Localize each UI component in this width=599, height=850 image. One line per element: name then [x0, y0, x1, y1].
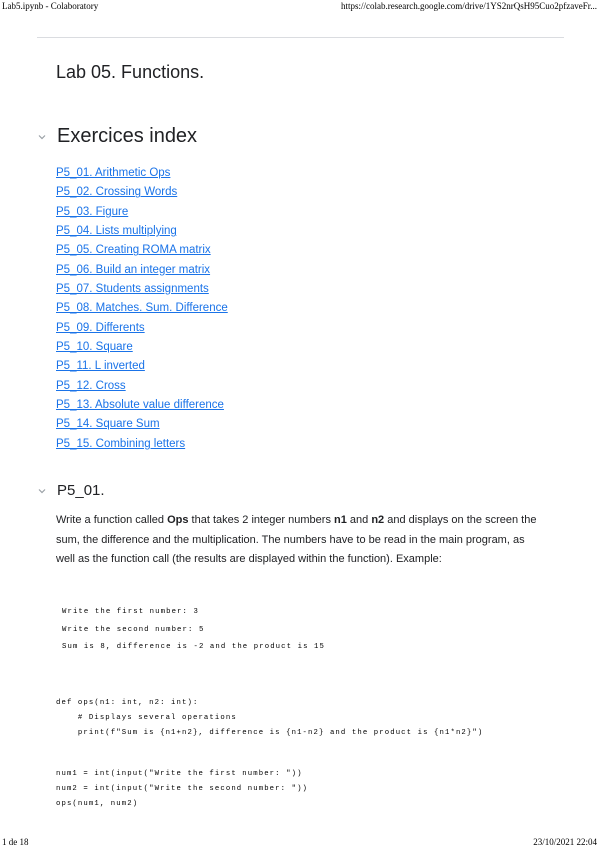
- description-text: and: [346, 514, 372, 526]
- p501-description: [56, 511, 546, 570]
- list-item: [56, 203, 228, 222]
- print-header-title: Lab5.ipynb - Colaboratory: [2, 1, 99, 11]
- example-line: Write the second number: 5: [62, 625, 205, 634]
- page-counter: 1 de 18: [2, 837, 29, 847]
- list-item: [56, 299, 228, 318]
- list-item: [56, 241, 228, 260]
- description-text: that takes 2 integer numbers: [188, 514, 335, 526]
- index-link[interactable]: P5_09. Differents: [56, 321, 145, 334]
- list-item: [56, 280, 228, 299]
- index-link[interactable]: P5_14. Square Sum: [56, 418, 160, 431]
- list-item: [56, 338, 228, 357]
- description-text: Write a function called: [56, 514, 168, 526]
- index-link[interactable]: P5_07. Students assignments: [56, 283, 209, 296]
- code-line: def ops(n1: int, n2: int):: [56, 699, 199, 707]
- description-text: and displays on the screen the sum, the difference and the multiplication. The numbers have to be read in the main program, as well as the function call (the results are displayed within the function). Example:: [56, 514, 537, 565]
- index-link[interactable]: P5_15. Combining letters: [56, 437, 186, 450]
- notebook-top-divider: [37, 37, 564, 38]
- code-line: # Displays several operations: [56, 713, 237, 722]
- list-item: [56, 435, 228, 454]
- index-link[interactable]: P5_03. Figure: [56, 205, 129, 218]
- param-n2-bold: n2: [371, 514, 385, 526]
- list-item: [56, 164, 228, 183]
- list-item: [56, 319, 228, 338]
- list-item: [56, 415, 228, 434]
- list-item: [56, 183, 228, 202]
- p501-section-title: P5_01.: [57, 482, 105, 499]
- index-link[interactable]: P5_11. L inverted: [56, 360, 145, 373]
- list-item: [56, 222, 228, 241]
- index-link[interactable]: P5_01. Arithmetic Ops: [56, 167, 171, 179]
- param-n1-bold: n1: [334, 514, 347, 526]
- index-link[interactable]: P5_08. Matches. Sum. Difference: [56, 302, 228, 315]
- code-cell-main[interactable]: [56, 767, 308, 811]
- example-line: Sum is 8, difference is -2 and the product is 15: [62, 643, 325, 651]
- index-section-header[interactable]: [37, 126, 337, 150]
- index-link[interactable]: P5_05. Creating ROMA matrix: [56, 244, 211, 257]
- print-header-url: https://colab.research.google.com/drive/1YS2nrQsH95Cuo2pfzaveFr...: [341, 1, 597, 11]
- notebook-title: Lab 05. Functions.: [56, 62, 205, 82]
- chevron-down-icon[interactable]: [37, 132, 47, 142]
- list-item: [56, 357, 228, 376]
- print-timestamp: 23/10/2021 22:04: [533, 837, 597, 847]
- index-link[interactable]: P5_04. Lists multiplying: [56, 225, 177, 238]
- index-link[interactable]: P5_12. Cross: [56, 379, 126, 392]
- exercise-index-list: [56, 164, 228, 454]
- code-cell-function-def[interactable]: [56, 696, 483, 740]
- code-line: print(f"Sum is {n1+n2}, difference is {n1-n2} and the product is {n1*n2}"): [56, 728, 484, 737]
- print-header: [0, 0, 599, 14]
- index-link[interactable]: P5_06. Build an integer matrix: [56, 263, 211, 276]
- code-line: num2 = int(input("Write the second number: ")): [56, 784, 309, 793]
- example-output-block: [62, 604, 325, 657]
- index-link[interactable]: P5_13. Absolute value difference: [56, 399, 224, 412]
- list-item: [56, 261, 228, 280]
- index-section-title: Exercices index: [57, 125, 198, 147]
- chevron-down-icon[interactable]: [37, 486, 47, 496]
- index-link[interactable]: P5_10. Square: [56, 341, 133, 354]
- code-line: ops(num1, num2): [56, 799, 139, 808]
- list-item: [56, 396, 228, 415]
- example-line: Write the first number: 3: [62, 608, 199, 616]
- index-link[interactable]: P5_02. Crossing Words: [56, 186, 178, 199]
- function-name-bold: Ops: [167, 514, 189, 526]
- list-item: [56, 377, 228, 396]
- p501-section-header[interactable]: [37, 481, 337, 505]
- code-line: num1 = int(input("Write the first number: ")): [56, 770, 303, 778]
